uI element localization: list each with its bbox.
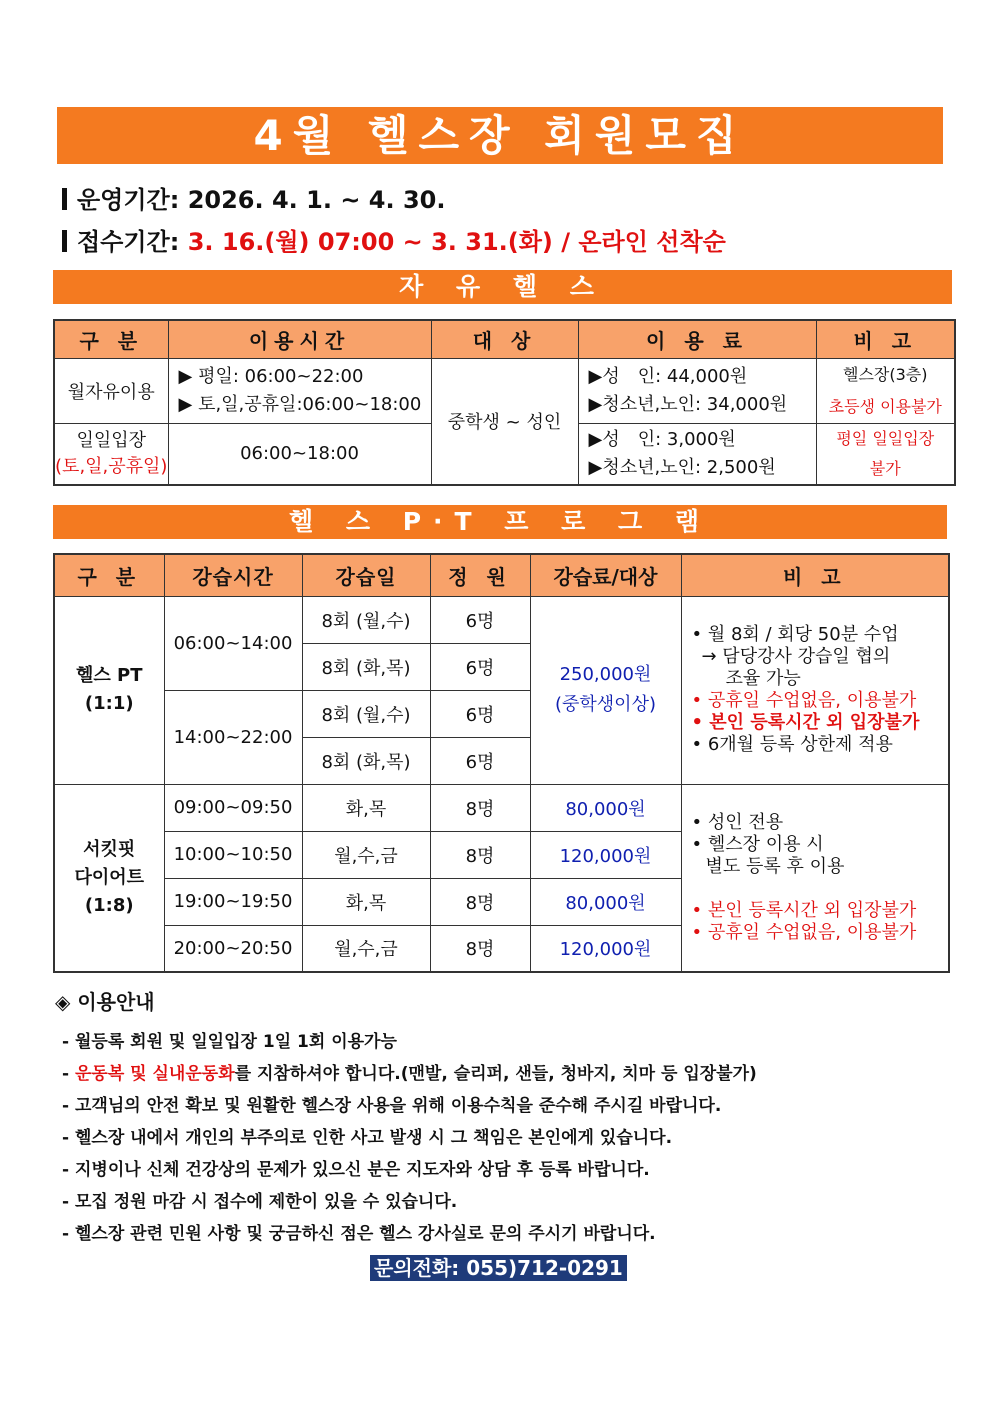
circuit-days: 화,목 [302,878,430,925]
col-header: 강습시간 [164,554,302,596]
pt-fee [530,596,681,784]
pt-program-table [53,553,950,973]
pt-days: 8회 (화,목) [302,643,430,690]
circuit-time: 10:00~10:50 [164,831,302,878]
guide-item: - 모집 정원 마감 시 접수에 제한이 있을 수 있습니다. [62,1192,458,1212]
circuit-time: 20:00~20:50 [164,925,302,972]
col-header: 정 원 [430,554,530,596]
pt-time-morning: 06:00~14:00 [164,596,302,690]
monthly-fee [578,358,816,423]
pt-name-ratio: (1:1) [84,693,134,714]
guide-item: - 헬스장 관련 민원 사항 및 궁금하신 점은 헬스 강사실로 문의 주시기 바랍니다. [62,1224,656,1244]
pt-note: • 6개월 등록 상한제 적용 [691,734,893,755]
daily-name-label: 일일입장 [76,429,147,451]
pt-note: • 본인 등록시간 외 입장불가 [691,712,920,733]
monthly-note-restriction: 초등생 이용불가 [828,396,942,416]
circuit-note: • 헬스장 이용 시 [691,833,824,855]
circuit-note: • 공휴일 수업없음, 이용불가 [691,921,917,943]
circuit-fee: 80,000원 [530,878,681,925]
guide-item [62,1058,757,1090]
circuit-name-ratio: (1:8) [84,894,134,916]
pt-days: 8회 (화,목) [302,737,430,784]
col-header: 구 분 [54,320,168,358]
pt-days: 8회 (월,수) [302,596,430,643]
circuit-fee: 120,000원 [530,831,681,878]
circuit-capacity: 8명 [430,878,530,925]
pt-fee-amount: 250,000원 [559,664,652,685]
circuit-fee: 120,000원 [530,925,681,972]
col-header: 비 고 [681,554,949,596]
guide-title: ◈ 이용안내 [55,990,155,1014]
operation-period [62,180,445,215]
guide-item: - 월등록 회원 및 일일입장 1일 1회 이용가능 [62,1032,397,1052]
pt-note: • 공휴일 수업없음, 이용불가 [691,690,917,711]
spacer [692,878,949,900]
guide-item: - 헬스장 내에서 개인의 부주의로 인한 사고 발생 시 그 책임은 본인에게 있습니다. [62,1128,673,1148]
guide-item-dash: - [62,1064,75,1084]
pt-notes [681,596,949,784]
circuit-time: 19:00~19:50 [164,878,302,925]
col-header: 비 고 [816,320,955,358]
guide-item: - 지병이나 신체 건강상의 문제가 있으신 분은 지도자와 상담 후 등록 바랍니다. [62,1160,650,1180]
daily-note [816,423,955,485]
circuit-name-line1: 서킷핏 [83,838,136,860]
circuit-fee: 80,000원 [530,784,681,831]
monthly-name: 월자유이용 [54,358,168,423]
pt-fee-target: (중학생이상) [555,694,656,715]
contact-phone: 문의전화: 055)712-0291 [370,1255,627,1281]
reception-period [62,222,726,257]
pt-time-afternoon: 14:00~22:00 [164,690,302,784]
col-header: 이 용 료 [578,320,816,358]
target-cell: 중학생 ~ 성인 [431,358,578,485]
operation-value: 2026. 4. 1. ~ 4. 30. [187,186,446,214]
monthly-note-floor: 헬스장(3층) [843,364,928,384]
daily-note-line1: 평일 일일입장 [836,428,935,448]
circuit-days: 화,목 [302,784,430,831]
daily-name [54,423,168,485]
reception-value: 3. 16.(월) 07:00 ~ 3. 31.(화) / 온라인 선착순 [187,228,726,256]
pt-capacity: 6명 [430,643,530,690]
circuit-name [54,784,164,972]
col-header: 강습료/대상 [530,554,681,596]
circuit-days: 월,수,금 [302,831,430,878]
col-header: 구 분 [54,554,164,596]
guide-item: - 고객님의 안전 확보 및 원활한 헬스장 사용을 위해 이용수칙을 준수해 주시길 바랍니다. [62,1096,722,1116]
daily-fee-youth: ▶청소년,노인: 2,500원 [588,456,776,478]
circuit-time: 09:00~09:50 [164,784,302,831]
bullet-bar [62,230,67,252]
circuit-notes [681,784,949,972]
circuit-capacity: 8명 [430,831,530,878]
monthly-fee-youth: ▶청소년,노인: 34,000원 [588,393,788,415]
daily-note-line2: 불가 [869,458,901,478]
monthly-note [816,358,955,423]
reception-label: 접수기간: [77,228,180,256]
col-header: 강습일 [302,554,430,596]
circuit-capacity: 8명 [430,784,530,831]
daily-fee-adult: ▶성 인: 3,000원 [588,428,736,450]
bullet-bar [62,188,67,210]
col-header: 대 상 [431,320,578,358]
pt-capacity: 6명 [430,596,530,643]
daily-fee [578,423,816,485]
circuit-capacity: 8명 [430,925,530,972]
pt-days: 8회 (월,수) [302,690,430,737]
monthly-fee-adult: ▶성 인: 44,000원 [588,365,748,387]
circuit-name-line2: 다이어트 [74,866,145,888]
daily-name-sub: (토,일,공휴일) [55,455,168,477]
pt-capacity: 6명 [430,737,530,784]
guide-list [62,1026,757,1250]
pt-note: • 월 8회 / 회당 50분 수업 [691,624,899,645]
operation-label: 운영기간: [77,186,180,214]
circuit-days: 월,수,금 [302,925,430,972]
circuit-note: • 성인 전용 [691,811,784,833]
pt-capacity: 6명 [430,690,530,737]
pt-name-label: 헬스 PT [75,665,143,686]
circuit-note: 별도 등록 후 이용 [705,855,845,877]
guide-item-highlight: 운동복 및 실내운동화 [74,1064,235,1084]
circuit-note: • 본인 등록시간 외 입장불가 [691,899,917,921]
monthly-time-weekday: ▶ 평일: 06:00~22:00 [178,365,364,387]
guide-item-rest: 를 지참하셔야 합니다.(맨발, 슬리퍼, 샌들, 청바지, 치마 등 입장불가) [234,1064,757,1084]
pt-note: 조율 가능 [725,668,801,689]
pt-note: → 담당강사 강습일 협의 [701,646,891,667]
col-header: 이용시간 [168,320,431,358]
free-health-title: 자 유 헬 스 [53,270,952,304]
monthly-time [168,358,431,423]
page-title: 4월 헬스장 회원모집 [57,107,943,164]
monthly-time-weekend: ▶ 토,일,공휴일:06:00~18:00 [178,393,422,415]
free-health-table [53,319,956,486]
pt-name [54,596,164,784]
daily-time: 06:00~18:00 [168,423,431,485]
pt-program-title: 헬 스 P·T 프 로 그 램 [53,505,947,539]
